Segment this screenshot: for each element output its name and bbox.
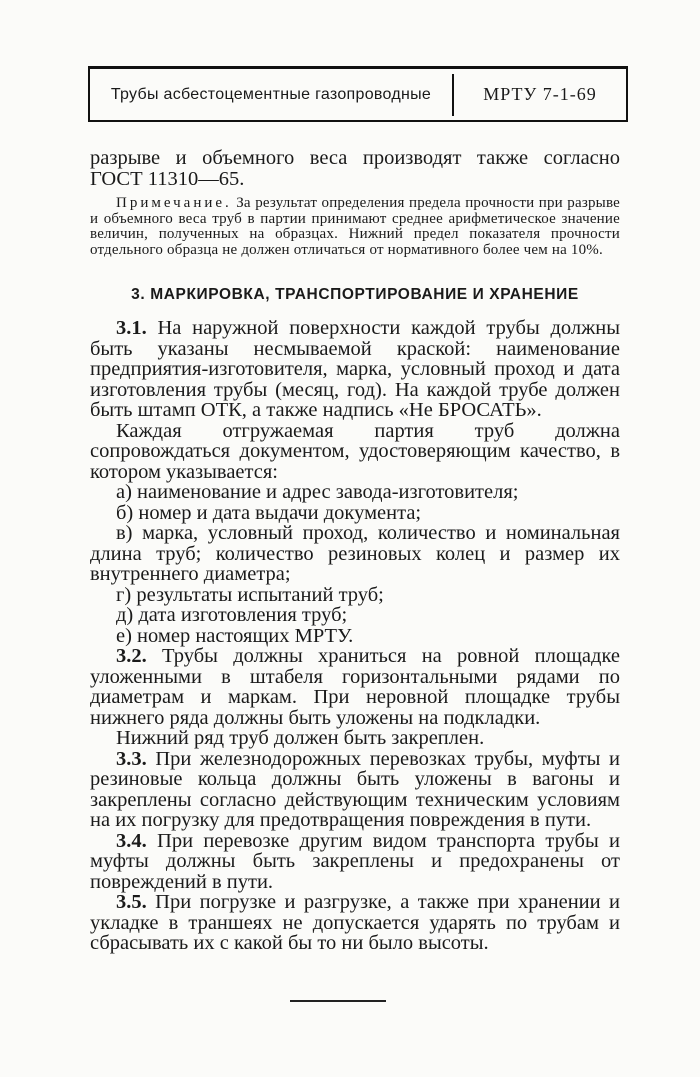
note-block xyxy=(90,196,620,258)
note-paragraph xyxy=(90,196,620,258)
paragraph-number: 3.4. xyxy=(116,829,147,852)
paragraph-text: При перевозке другим видом транспорта трубы и муфты должны быть закреплены и предохранены от повреждений в пути. xyxy=(90,829,620,893)
note-text: За результат определения предела прочности при разрыве и объемного веса труб в партии принимают среднее арифметическое значение величин, полученных на образцах. Нижний предел показателя прочности отдельного образца не должен отличаться от нормативного более чем на 10%. xyxy=(90,195,620,258)
intro-line-2: ГОСТ 11310—65. xyxy=(90,167,245,190)
paragraph-3-5 xyxy=(90,892,620,954)
paragraph-text: При железнодорожных перевозках трубы, муфты и резиновые кольца должны быть уложены в вагоны и закреплены согласно действующим техническим условиям на их погрузку для предотвращения повреждения в пути. xyxy=(90,747,621,831)
section-heading: 3. МАРКИРОВКА, ТРАНСПОРТИРОВАНИЕ И ХРАНЕНИЕ xyxy=(131,286,579,303)
list-item: д) дата изготовления труб; xyxy=(116,604,348,626)
list-item: е) номер настоящих МРТУ. xyxy=(116,624,354,647)
paragraph-number: 3.2. xyxy=(116,645,147,667)
intro-block xyxy=(90,148,620,189)
list-item: в) марка, условный проход, количество и номинальная длина труб; количество резиновых колец и размер их внутреннего диаметра; xyxy=(90,522,620,585)
paragraph-3-2-b: Нижний ряд труб должен быть закреплен. xyxy=(116,727,485,749)
paragraph-number: 3.3. xyxy=(116,747,147,770)
paragraph-text: Трубы должны храниться на ровной площадке уложенными в штабеля горизонтальными рядами по диаметрам и маркам. При неровной площадке трубы нижнего ряда должны быть уложены на подкладки. xyxy=(90,645,620,729)
paragraph-3-3 xyxy=(90,749,620,831)
paragraph-3-2 xyxy=(90,646,620,728)
list-item: г) результаты испытаний труб; xyxy=(116,583,384,606)
section-heading-block xyxy=(90,286,620,304)
paragraph-3-1-b: Каждая отгружаемая партия труб должна сопровождаться документом, удостоверяющим качество, в котором указывается: xyxy=(90,419,620,483)
document-header xyxy=(88,66,628,122)
header-title: Трубы асбестоцементные газопроводные xyxy=(110,85,432,103)
paragraph-number: 3.5. xyxy=(116,891,147,913)
paragraph-number: 3.1. xyxy=(116,317,147,339)
paragraph-3-1 xyxy=(90,318,620,421)
section-body xyxy=(90,318,620,954)
paragraph-text: При погрузке и разгрузке, а также при хранении и укладке в траншеях не допускается ударять по трубам и сбрасывать их с какой бы то ни было высоты. xyxy=(90,891,620,954)
end-rule xyxy=(290,1000,386,1002)
paragraph-text: На наружной поверхности каждой трубы должны быть указаны несмываемой краской: наименование предприятия-изготовителя, марка, условный проход и дата изготовления трубы (месяц, год). На каждой трубе должен быть штамп ОТК, а также надпись «Не БРОСАТЬ». xyxy=(90,317,621,421)
paragraph-3-4 xyxy=(90,831,620,893)
header-code: МРТУ 7-1-69 xyxy=(483,84,597,104)
list-item: а) наименование и адрес завода-изготовителя; xyxy=(116,481,519,503)
intro-line-1: разрыве и объемного веса производят также согласно xyxy=(90,147,620,169)
note-label: Примечание. xyxy=(116,195,232,211)
list-item: б) номер и дата выдачи документа; xyxy=(116,501,422,524)
